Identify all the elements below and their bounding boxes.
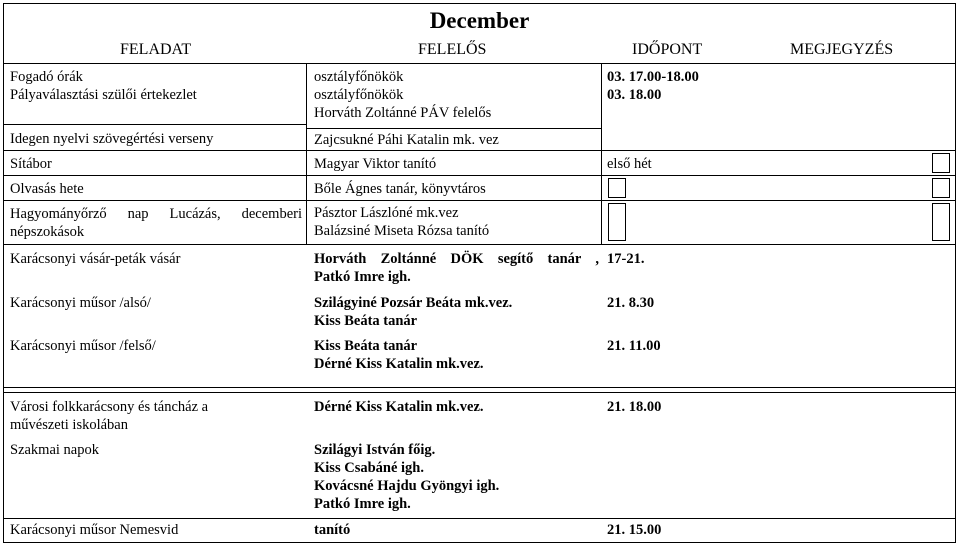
responsible-cell: Szilágyi István főig. Kiss Csabáné igh. Kovácsné Hajdu Gyöngyi igh. Patkó Imre igh. (314, 442, 500, 512)
task-cell: Karácsonyi műsor /alsó/ (10, 295, 151, 311)
responsible-cell: Dérné Kiss Katalin mk.vez. (314, 399, 484, 415)
time-cell: 21. 18.00 (607, 399, 662, 415)
responsible-cell: Pásztor Lászlóné mk.vez Balázsiné Miseta Rózsa tanító (314, 205, 490, 239)
section-rule (3, 392, 956, 393)
task-cell: Karácsonyi műsor /felső/ (10, 338, 156, 354)
row-rule (3, 175, 956, 176)
task-cell: Sítábor (10, 156, 52, 172)
row-rule (3, 200, 956, 201)
responsible-cell: Magyar Viktor tanító (314, 156, 437, 172)
row-rule (3, 244, 956, 245)
row-rule (3, 150, 956, 151)
responsible-cell: Horváth Zoltánné DÖK segítő tanár , Patkó Imre igh. (314, 251, 599, 285)
row-rule (3, 518, 956, 519)
header-idopont: IDŐPONT (632, 41, 703, 58)
time-cell: 03. 17.00-18.00 03. 18.00 (607, 69, 699, 103)
task-cell: Olvasás hete (10, 181, 84, 197)
note-box (932, 153, 950, 173)
time-cell: 21. 8.30 (607, 295, 655, 311)
time-box (608, 178, 626, 198)
header-megjegyzes: MEGJEGYZÉS (790, 41, 894, 58)
header-felelos: FELELŐS (418, 41, 487, 58)
cell-rule (3, 124, 306, 125)
time-box (608, 203, 626, 241)
task-cell: Városi folkkarácsony és táncház a művészeti iskolában (10, 399, 209, 433)
note-box (932, 203, 950, 241)
responsible-cell: tanító (314, 522, 351, 538)
task-cell: Karácsonyi műsor Nemesvid (10, 522, 179, 538)
column-rule (601, 63, 602, 244)
time-cell: első hét (607, 156, 652, 172)
header-rule (3, 63, 956, 64)
task-cell: Idegen nyelvi szövegértési verseny (10, 131, 214, 147)
header-feladat: FELADAT (120, 41, 192, 58)
responsible-cell: Szilágyiné Pozsár Beáta mk.vez. Kiss Beáta tanár (314, 295, 513, 329)
note-box (932, 178, 950, 198)
task-cell: Fogadó órák Pályaválasztási szülői értekezlet (10, 69, 197, 103)
responsible-cell: Bőle Ágnes tanár, könyvtáros (314, 181, 486, 197)
task-cell: Szakmai napok (10, 442, 99, 458)
page-title: December (429, 8, 530, 33)
responsible-cell: Kiss Beáta tanár Dérné Kiss Katalin mk.vez. (314, 338, 484, 372)
cell-rule (306, 128, 601, 129)
section-rule (3, 387, 956, 388)
task-cell: Karácsonyi vásár-peták vásár (10, 251, 181, 267)
responsible-cell: osztályfőnökök osztályfőnökök Horváth Zoltánné PÁV felelős (314, 69, 492, 121)
task-cell: Hagyományőrző nap Lucázás, decemberi népszokások (10, 206, 302, 240)
column-rule (306, 63, 307, 244)
time-cell: 21. 15.00 (607, 522, 662, 538)
responsible-cell: Zajcsukné Páhi Katalin mk. vez (314, 132, 499, 148)
time-cell: 21. 11.00 (607, 338, 661, 354)
time-cell: 17-21. (607, 251, 645, 267)
